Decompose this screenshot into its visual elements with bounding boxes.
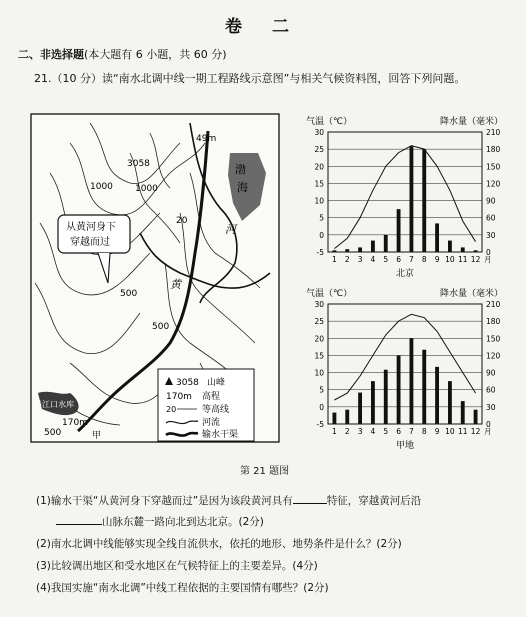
chart-0-month-label: 9 [434, 255, 440, 264]
chart-1-precip-bar [397, 355, 401, 424]
chart-1-month-label: 7 [409, 427, 414, 436]
chart-1-month-label: 3 [357, 427, 363, 436]
label-49m: 49m [196, 134, 217, 144]
label-peak: 3058 [127, 159, 150, 169]
chart-1-ylabel-right: 降水量（毫米） [440, 289, 504, 299]
chart-1-month-label: 10 [445, 427, 455, 436]
chart-0-temp-tick: 20 [314, 162, 324, 172]
legend-canal-label: 输水干渠 [202, 430, 239, 440]
chart-0-precip-tick: 0 [486, 248, 491, 257]
label-river1: 河 [225, 223, 236, 236]
chart-0-month-label: 1 [332, 255, 337, 264]
chart-0-month-label: 5 [383, 255, 389, 264]
chart-1-precip-tick: 0 [486, 420, 491, 429]
question-2: (2)南水北调中线能够实现全线自流供水，依托的地形、地势条件是什么？(2分) [36, 538, 402, 550]
chart-0-precip-bar [345, 249, 349, 252]
answer-blank-1[interactable] [293, 493, 327, 504]
chart-0-precip-tick: 210 [486, 128, 501, 137]
chart-0-precip-bar [397, 209, 401, 252]
callout-line2: 穿越而过 [70, 237, 110, 248]
chart-0-month-label: 6 [396, 255, 401, 264]
label-20: 20 [176, 216, 188, 226]
chart-1-frame [328, 304, 482, 424]
chart-0-temp-line [334, 146, 475, 249]
chart-0-precip-bar [384, 235, 388, 252]
chart-1-month-label: 12 [470, 427, 481, 436]
chart-0-precip-bar [435, 223, 439, 252]
chart-1-month-label: 6 [396, 427, 401, 436]
legend-height-label: 高程 [202, 392, 221, 402]
chart-1-xunit: 月 [484, 427, 492, 436]
climate-charts [298, 112, 520, 452]
chart-0-precip-bar [461, 247, 465, 252]
label-reservoir: 丹江口水库 [34, 400, 74, 409]
chart-1-precip-bar [448, 381, 452, 424]
chart-1-precip-bar [461, 401, 465, 424]
chart-0-title: 北京 [395, 269, 415, 279]
chart-0-precip-tick: 60 [486, 213, 496, 223]
chart-1-month-label: 1 [332, 427, 337, 436]
chart-1-temp-line [334, 314, 475, 400]
chart-1-precip-bar [332, 413, 336, 424]
chart-0-precip-tick: 90 [486, 196, 496, 206]
chart-0-temp-tick: 10 [314, 196, 324, 206]
legend-height-val: 170m [166, 392, 192, 402]
chart-1-precip-bar [371, 381, 375, 424]
chart-1-precip-tick: 30 [486, 402, 496, 412]
chart-1-precip-tick: 120 [486, 351, 501, 361]
legend-contour-label: 等高线 [202, 405, 230, 415]
chart-0-precip-tick: 180 [486, 145, 501, 155]
chart-1-precip-tick: 60 [486, 385, 496, 395]
chart-1-precip-bar [422, 350, 426, 424]
chart-1-temp-tick: 20 [314, 334, 324, 344]
chart-0-precip-bar [409, 146, 413, 252]
chart-0-temp-tick: 30 [314, 128, 324, 137]
chart-1-ylabel-left: 气温（℃） [306, 289, 353, 299]
chart-0-month-label: 8 [421, 255, 427, 264]
chart-1-title: 甲地 [395, 441, 415, 451]
chart-1-precip-bar [384, 370, 388, 424]
chart-0-frame [328, 132, 482, 252]
chart-1-temp-tick: 25 [314, 317, 324, 327]
chart-1-precip-tick: 90 [486, 368, 496, 378]
label-170m: 170m [62, 418, 88, 428]
question-21-intro: 21.（10 分）读“南水北调中线一期工程路线示意图”与相关气候资料图，回答下列问题。 [34, 72, 466, 85]
chart-0-month-label: 3 [357, 255, 363, 264]
chart-1-temp-tick: 10 [314, 368, 324, 378]
chart-1-precip-tick: 150 [486, 334, 501, 344]
chart-0-temp-tick: -5 [316, 248, 324, 257]
chart-1-month-label: 4 [370, 427, 376, 436]
label-river2: 黄 [170, 278, 181, 291]
chart-0-precip-bar [332, 250, 336, 252]
chart-1-precip-bar [345, 410, 349, 424]
chart-1-month-label: 9 [434, 427, 440, 436]
chart-1-temp-tick: -5 [316, 420, 324, 429]
label-sea1: 渤 [235, 163, 246, 176]
chart-0-ylabel-right: 降水量（毫米） [440, 117, 504, 127]
chart-0-month-label: 10 [445, 255, 455, 264]
chart-1-precip-bar [358, 393, 362, 424]
route-map [30, 113, 280, 443]
chart-0-precip-bar [371, 241, 375, 252]
chart-1-precip-bar [474, 410, 478, 424]
legend-peak-label: 山峰 [207, 378, 226, 388]
chart-1-month-label: 8 [421, 427, 427, 436]
chart-0-precip-tick: 30 [486, 230, 496, 240]
label-1000b: 1000 [135, 184, 158, 194]
chart-0-temp-tick: 25 [314, 145, 324, 155]
chart-0-month-label: 2 [344, 255, 350, 264]
chart-1-precip-bar [435, 367, 439, 424]
legend-river-label: 河流 [202, 418, 221, 428]
label-1000a: 1000 [90, 182, 113, 192]
chart-0-month-label: 7 [409, 255, 414, 264]
chart-1-month-label: 2 [344, 427, 350, 436]
label-500a: 500 [120, 289, 138, 299]
chart-0-temp-tick: 15 [314, 179, 324, 189]
chart-1-month-label: 5 [383, 427, 389, 436]
chart-0-precip-bar [358, 247, 362, 252]
chart-1-precip-bar [409, 338, 413, 424]
question-3: (3)比较调出地区和受水地区在气候特征上的主要差异。(4分) [36, 560, 318, 572]
chart-0-month-label: 12 [470, 255, 481, 264]
chart-0-month-label: 4 [370, 255, 376, 264]
chart-0-precip-bar [474, 250, 478, 252]
legend-contour-val: 20 [166, 405, 177, 414]
chart-1-temp-tick: 30 [314, 300, 324, 309]
answer-blank-2[interactable] [56, 514, 102, 525]
callout-line1: 从黄河身下 [66, 222, 116, 233]
chart-1-precip-tick: 210 [486, 300, 501, 309]
chart-0-temp-tick: 5 [319, 213, 324, 223]
chart-1-temp-tick: 15 [314, 351, 324, 361]
legend-peak-val: 3058 [176, 378, 199, 388]
chart-1-temp-tick: 0 [319, 402, 324, 412]
label-500b: 500 [152, 322, 170, 332]
chart-1-month-label: 11 [457, 427, 468, 436]
page-title: 卷 二 [225, 17, 301, 37]
question-1-cont: 山脉东麓一路向北到达北京。(2分) [56, 514, 264, 529]
chart-0-temp-tick: 0 [319, 230, 324, 240]
chart-0-precip-tick: 150 [486, 162, 501, 172]
chart-1-precip-tick: 180 [486, 317, 501, 327]
label-sea2: 海 [237, 181, 248, 194]
chart-0-ylabel-left: 气温（℃） [306, 117, 353, 127]
chart-0-month-label: 11 [457, 255, 468, 264]
label-500c: 500 [44, 428, 62, 438]
chart-0-precip-bar [422, 149, 426, 252]
question-4: (4)我国实施“南水北调”中线工程依据的主要国情有哪些？(2分) [36, 582, 329, 594]
section-heading: 二、非选择题(本大题有 6 小题，共 60 分) [18, 48, 227, 61]
chart-0-xunit: 月 [484, 255, 492, 264]
chart-0-precip-tick: 120 [486, 179, 501, 189]
chart-0-precip-bar [448, 241, 452, 252]
chart-1-temp-tick: 5 [319, 385, 324, 395]
question-1: (1)输水干渠“从黄河身下穿越而过”是因为该段黄河具有 特征，穿越黄河后沿 [36, 495, 422, 507]
label-jia: 甲 [92, 431, 102, 441]
figure-caption: 第 21 题图 [240, 466, 290, 477]
